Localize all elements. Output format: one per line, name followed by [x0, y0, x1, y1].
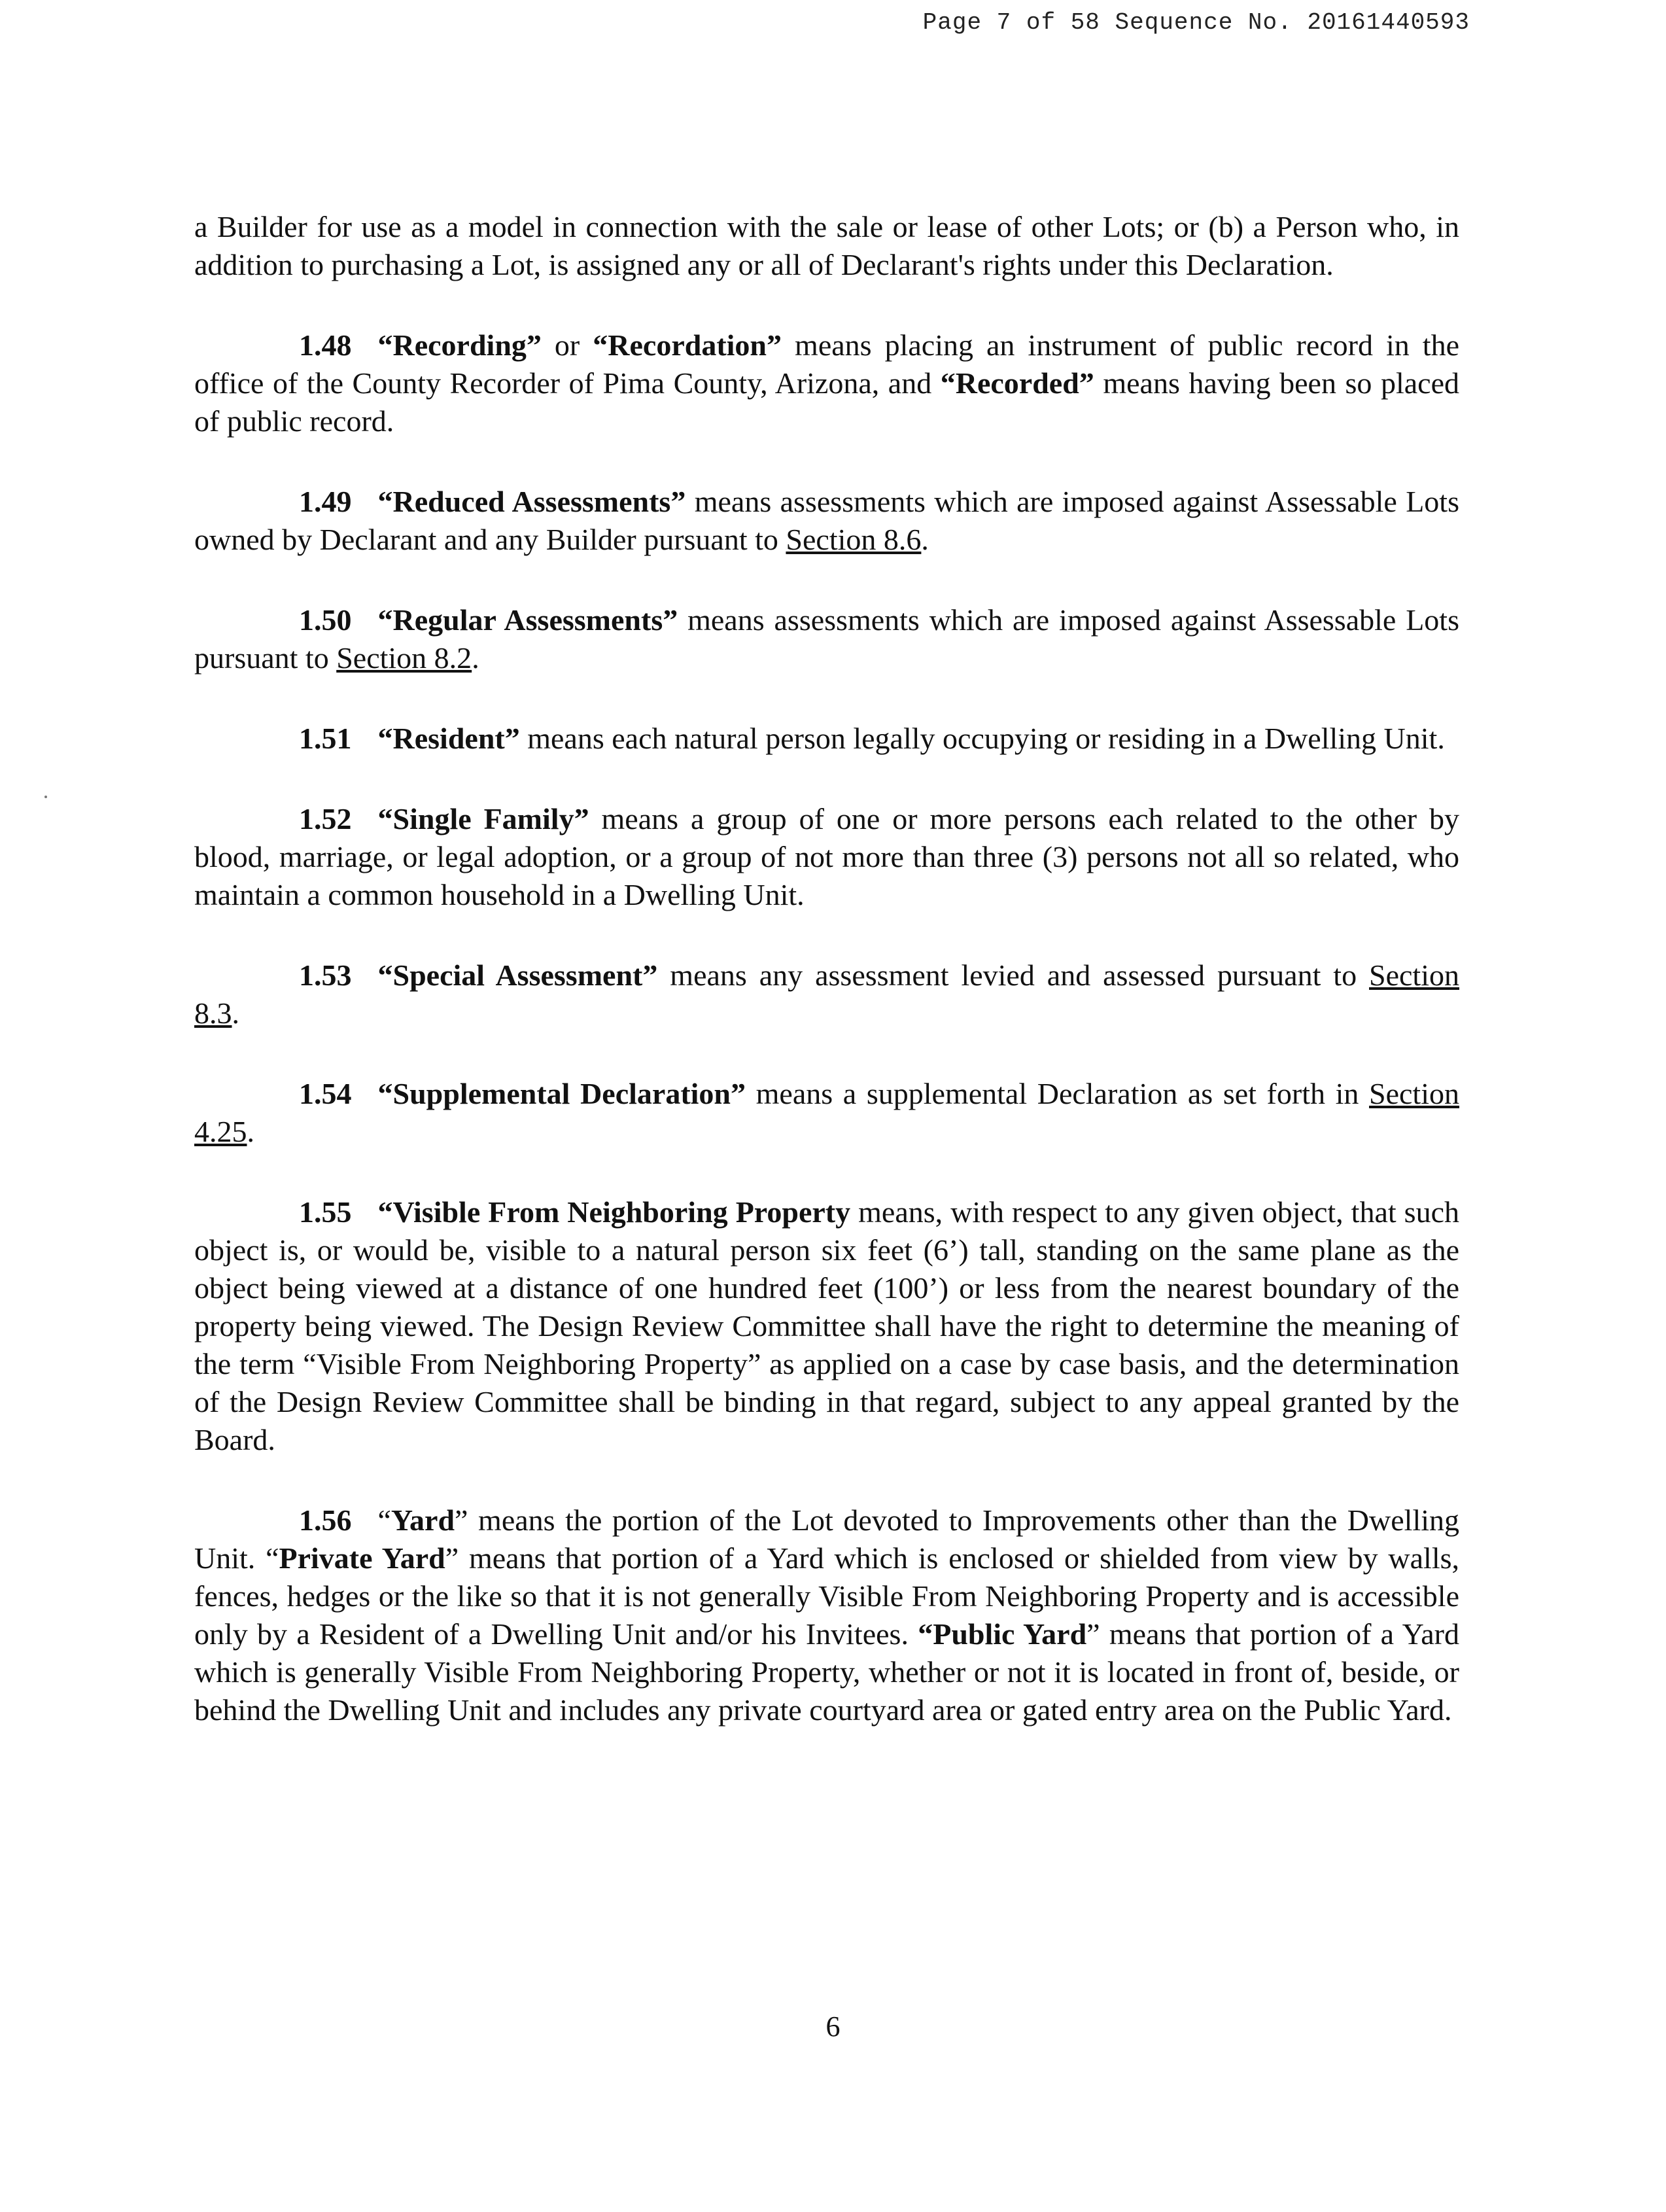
defined-term: “Recorded” [940, 366, 1094, 400]
definition-1-55 [194, 1193, 1459, 1459]
definition-end: . [232, 996, 239, 1030]
quote-mark: ” [445, 1541, 459, 1575]
section-number: 1.49 [299, 485, 352, 518]
scan-speck [44, 796, 47, 798]
definition-text: means assessments which are imposed against Assessable Lots pursuant to [194, 603, 1459, 675]
document-body [194, 208, 1459, 1772]
definition-text: means a group of one or more persons each related to the other by blood, marriage, or legal adoption, or a group of not more than three (3) persons not all so related, who maintain a common household in a Dwelling Unit. [194, 802, 1460, 911]
definition-text: means the portion of the Lot devoted to Improvements other than the Dwelling Unit. [194, 1503, 1459, 1575]
section-number: 1.52 [299, 802, 352, 835]
definition-1-50 [194, 601, 1459, 677]
section-number: 1.50 [299, 603, 352, 637]
definition-1-54 [194, 1075, 1459, 1151]
section-reference: Section 8.2 [336, 641, 472, 675]
section-reference: Section 8.6 [786, 523, 922, 556]
defined-term: “Supplemental Declaration” [377, 1077, 746, 1110]
definition-text: means that portion of a Yard which is enclosed or shielded from view by walls, fences, hedges or the like so that it is not generally Visible From Neighboring Property and is accessible only by a Resident of a Dwelling Unit and/or his Invitees. [194, 1541, 1459, 1651]
quote-mark: ” [1086, 1617, 1100, 1651]
definition-text: means that portion of a Yard which is generally Visible From Neighboring Property, whether or not it is located in front of, beside, or behind the Dwelling Unit and includes any private courtyard area or gated entry area on the Public Yard. [194, 1617, 1459, 1727]
definition-text: means each natural person legally occupying or residing in a Dwelling Unit. [519, 722, 1445, 755]
defined-term: “Public Yard [918, 1617, 1087, 1651]
page-header: Page 7 of 58 Sequence No. 20161440593 [922, 9, 1470, 36]
definition-1-56 [194, 1501, 1459, 1729]
section-number: 1.54 [299, 1077, 352, 1110]
intro-paragraph: a Builder for use as a model in connection with the sale or lease of other Lots; or (b) a Person who, in addition to purchasing a Lot, is assigned any or all of Declarant's rights under this Declaration. [194, 210, 1459, 281]
defined-term: Yard [390, 1503, 455, 1537]
definition-text: means assessments which are imposed against Assessable Lots owned by Declarant and any Builder pursuant to [194, 485, 1459, 556]
defined-term: “Resident” [377, 722, 520, 755]
definition-1-52 [194, 800, 1459, 914]
definition-text: or [541, 328, 593, 362]
definition-text: means having been so placed of public record. [194, 366, 1459, 438]
definition-end: . [247, 1115, 254, 1148]
section-number: 1.53 [299, 958, 352, 992]
definition-1-48 [194, 326, 1459, 440]
section-reference: Section 8.3 [194, 958, 1459, 1030]
definition-text: means placing an instrument of public record in the office of the County Recorder of Pima County, Arizona, and [194, 328, 1459, 400]
definition-1-49 [194, 483, 1459, 559]
section-number: 1.56 [299, 1503, 352, 1537]
defined-term: “Single Family” [377, 802, 589, 835]
defined-term: “Regular Assessments” [377, 603, 678, 637]
page-number: 6 [825, 2010, 841, 2043]
definition-end: . [472, 641, 479, 675]
defined-term: Private Yard [279, 1541, 445, 1575]
definition-1-51 [194, 720, 1459, 758]
definition-end: . [921, 523, 929, 556]
quote-mark: ” [455, 1503, 468, 1537]
definition-text: means, with respect to any given object, that such object is, or would be, visible to a natural person six feet (6’) tall, standing on the same plane as the object being viewed at a distance of one hundred feet (100’) or less from the nearest boundary of the property being viewed. The Design Review Committee shall have the right to determine the meaning of the term “Visible From Neighboring Property” as applied on a case by case basis, and the determination of the Design Review Committee shall be binding in that regard, subject to any appeal granted by the Board. [194, 1195, 1459, 1456]
definition-text: means a supplemental Declaration as set forth in [746, 1077, 1370, 1110]
defined-term: “Recordation” [593, 328, 782, 362]
definition-1-53 [194, 957, 1459, 1032]
quote-mark: “ [377, 1503, 391, 1537]
defined-term: “Visible From Neighboring Property [377, 1195, 851, 1229]
quote-mark: “ [266, 1541, 279, 1575]
defined-term: “Special Assessment” [377, 958, 658, 992]
definition-text: means any assessment levied and assessed pursuant to [657, 958, 1370, 992]
section-number: 1.48 [299, 328, 352, 362]
section-number: 1.51 [299, 722, 352, 755]
defined-term: “Reduced Assessments” [377, 485, 686, 518]
defined-term: “Recording” [377, 328, 542, 362]
section-reference: Section 4.25 [194, 1077, 1459, 1148]
section-number: 1.55 [299, 1195, 352, 1229]
